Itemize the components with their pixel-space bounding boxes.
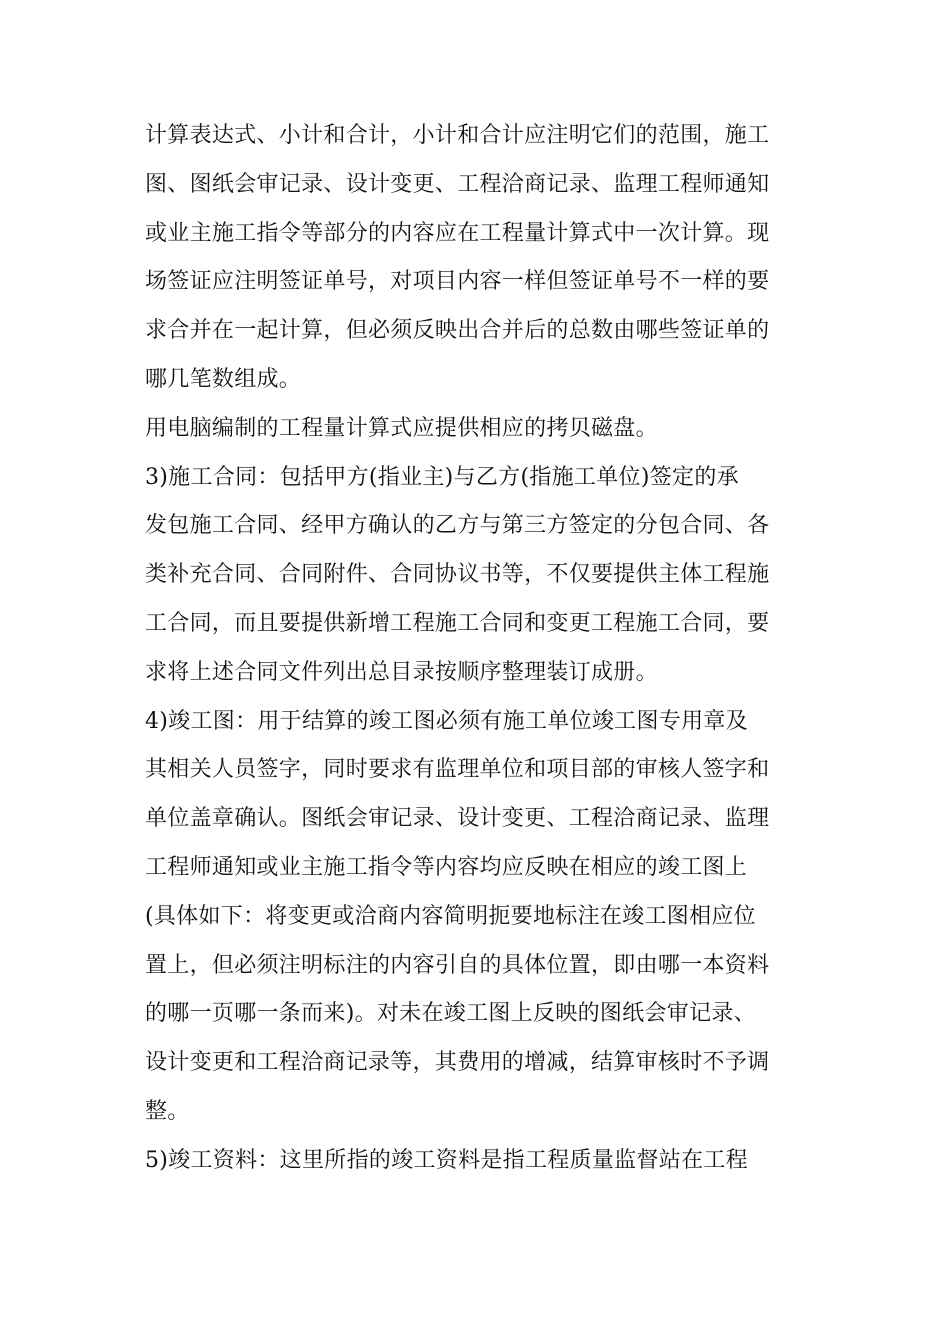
text-line: 类补充合同、合同附件、合同协议书等，不仅要提供主体工程施 [145,562,770,588]
text-line: 置上，但必须注明标注的内容引自的具体位置，即由哪一本资料 [145,952,770,978]
text-line: 3)施工合同：包括甲方(指业主)与乙方(指施工单位)签定的承 [145,464,739,490]
document-body [145,112,810,1186]
text-line: 发包施工合同、经甲方确认的乙方与第三方签定的分包合同、各 [145,513,770,539]
text-line: 哪几笔数组成。 [145,366,302,392]
text-line: 5)竣工资料：这里所指的竣工资料是指工程质量监督站在工程 [145,1147,748,1173]
text-line: 的哪一页哪一条而来)。对未在竣工图上反映的图纸会审记录、 [145,1001,756,1027]
text-line: (具体如下：将变更或洽商内容简明扼要地标注在竣工图相应位 [145,903,756,929]
text-line: 工程师通知或业主施工指令等内容均应反映在相应的竣工图上 [145,854,748,880]
text-line: 其相关人员签字，同时要求有监理单位和项目部的审核人签字和 [145,757,770,783]
text-line: 用电脑编制的工程量计算式应提供相应的拷贝磁盘。 [145,415,658,441]
text-line: 工合同，而且要提供新增工程施工合同和变更工程施工合同，要 [145,610,770,636]
text-line: 单位盖章确认。图纸会审记录、设计变更、工程洽商记录、监理 [145,806,770,832]
text-line: 4)竣工图：用于结算的竣工图必须有施工单位竣工图专用章及 [145,708,748,734]
text-line: 设计变更和工程洽商记录等，其费用的增减，结算审核时不予调 [145,1050,770,1076]
text-line: 或业主施工指令等部分的内容应在工程量计算式中一次计算。现 [145,220,770,246]
text-line: 计算表达式、小计和合计，小计和合计应注明它们的范围，施工 [145,123,770,148]
text-line: 求合并在一起计算，但必须反映出合并后的总数由哪些签证单的 [145,318,770,344]
text-line: 求将上述合同文件列出总目录按顺序整理装订成册。 [145,659,658,685]
text-line: 整。 [145,1098,190,1124]
text-line: 图、图纸会审记录、设计变更、工程洽商记录、监理工程师通知 [145,171,770,197]
text-line: 场签证应注明签证单号，对项目内容一样但签证单号不一样的要 [145,269,770,295]
